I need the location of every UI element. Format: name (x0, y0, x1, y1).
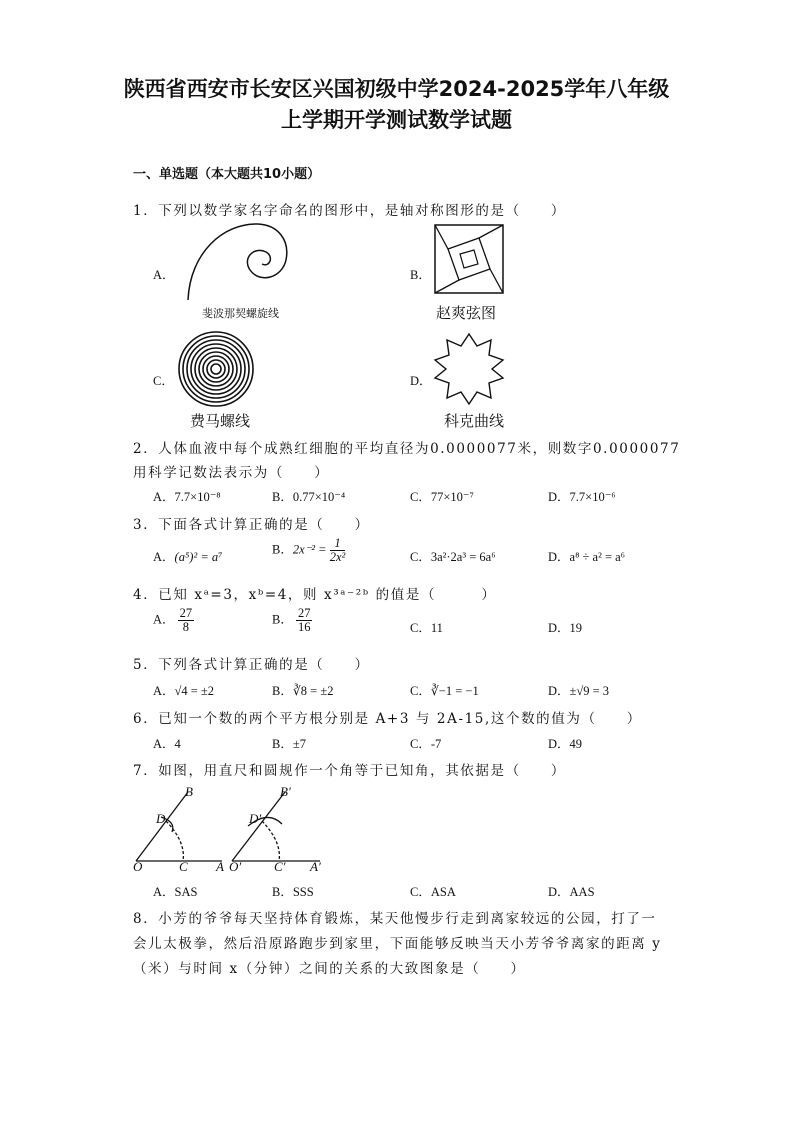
q5-stem: 5．下列各式计算正确的是（ ） (133, 657, 370, 673)
q7-option-d: D．AAS (548, 885, 595, 899)
q6-option-a: A．4 (153, 737, 181, 751)
q4-option-c: C．11 (410, 621, 443, 635)
q1-option-d-label: D． (410, 374, 432, 388)
q3-option-b-numerator: 1 (330, 537, 346, 551)
q8-stem-line3: （米）与时间 x（分钟）之间的关系的大致图象是（ ） (133, 961, 526, 977)
q7-option-a: A．SAS (153, 885, 198, 899)
q4-option-b-fraction (296, 607, 313, 634)
q3-option-b-lhs: 2x⁻² = (292, 542, 327, 557)
q1-option-b-label: B． (410, 268, 431, 282)
q1-option-c-label: C． (153, 374, 174, 388)
q4-option-a-label: A． (153, 612, 175, 627)
q7-stem: 7．如图，用直尺和圆规作一个角等于已知角，其依据是（ ） (133, 763, 566, 779)
q3-option-b-label: B． (272, 542, 293, 557)
q4-option-b-numerator: 27 (297, 606, 311, 620)
q3-option-b (272, 537, 345, 564)
zhao-shuang-diagram-image (434, 224, 504, 294)
q3-option-a-expr: (a⁵)² = a⁷ (174, 550, 223, 564)
q1-caption-a: 斐波那契螺旋线 (202, 307, 279, 320)
q3-option-b-fraction (330, 537, 346, 564)
fig-label-b-prime: B′ (280, 784, 291, 799)
fig-label-b: B (185, 784, 193, 799)
page-title-line1: 陕西省西安市长安区兴国初级中学2024-2025学年八年级 (123, 77, 670, 101)
q3-option-c: C．3a²·2a³ = 6a⁶ (410, 550, 496, 564)
q6-option-d: D．49 (548, 737, 583, 751)
fig-label-c: C (179, 859, 188, 874)
koch-curve-image (430, 330, 508, 408)
q5-option-c: C．∛−1 = −1 (410, 684, 479, 698)
q5-option-a: A．√4 = ±2 (153, 684, 215, 698)
q1-stem: 1．下列以数学家名字命名的图形中，是轴对称图形的是（ ） (133, 203, 566, 219)
q1-option-a-label: A． (153, 268, 175, 282)
q3-option-b-denominator: 2x² (329, 550, 346, 565)
q8-stem-line1: 8．小芳的爷爷每天坚持体育锻炼，某天他慢步行走到离家较远的公园，打了一 (133, 911, 657, 927)
q1-caption-b: 赵爽弦图 (436, 304, 497, 322)
page-title-line2: 上学期开学测试数学试题 (281, 108, 512, 132)
section-heading: 一、单选题（本大题共10小题） (133, 167, 321, 182)
q6-stem: 6．已知一个数的两个平方根分别是 A+3 与 2A-15,这个数的值为（ ） (133, 711, 642, 727)
q6-option-c: C．-7 (410, 737, 442, 751)
q3-option-a (153, 547, 222, 565)
fig-label-o-prime: O′ (229, 859, 242, 874)
q8-stem-line2: 会儿太极拳，然后沿原路跑步到家里，下面能够反映当天小芳爷爷离家的距离 y (133, 936, 662, 952)
q2-option-b: B．0.77×10⁻⁴ (272, 490, 346, 504)
q4-option-b-denominator: 16 (297, 620, 311, 635)
q7-option-c: C．ASA (410, 885, 456, 899)
q6-option-b: B．±7 (272, 737, 306, 751)
q7-option-b: B．SSS (272, 885, 314, 899)
q4-option-a-denominator: 8 (182, 620, 190, 635)
q4-option-d: D．19 (548, 621, 583, 635)
fig-label-o: O (133, 859, 143, 874)
q3-option-d: D．a⁸ ÷ a² = a⁶ (548, 550, 626, 564)
fig-label-a-prime: A′ (310, 859, 321, 874)
fig-label-a: A (216, 859, 224, 874)
q4-option-b (272, 607, 312, 634)
q2-stem-line2: 用科学记数法表示为（ ） (133, 465, 330, 481)
q1-caption-d: 科克曲线 (444, 412, 505, 430)
q4-option-b-label: B． (272, 612, 293, 627)
q4-option-a (153, 607, 194, 634)
q5-option-b: B．∛8 = ±2 (272, 684, 334, 698)
q3-option-a-label: A． (153, 550, 175, 564)
q2-stem-line1: 2．人体血液中每个成熟红细胞的平均直径为0.0000077米，则数字0.0000077 (133, 441, 681, 457)
fibonacci-spiral-image (178, 218, 293, 303)
fig-label-d-prime: D′ (249, 811, 262, 826)
q1-caption-c: 费马螺线 (190, 412, 251, 430)
fig-label-d: D (156, 811, 166, 826)
q2-option-d: D．7.7×10⁻⁶ (548, 490, 616, 504)
q3-stem: 3．下面各式计算正确的是（ ） (133, 517, 370, 533)
q4-option-a-fraction (178, 607, 195, 634)
q4-stem: 4．已知 xᵃ=3，xᵇ=4，则 x³ᵃ⁻²ᵇ 的值是（ ） (133, 587, 497, 603)
fermat-spiral-image (177, 330, 255, 408)
q5-option-d: D．±√9 = 3 (548, 684, 610, 698)
q4-option-a-numerator: 27 (179, 606, 193, 620)
q2-option-c: C．77×10⁻⁷ (410, 490, 474, 504)
fig-label-c-prime: C′ (274, 859, 286, 874)
q2-option-a: A．7.7×10⁻⁸ (153, 490, 221, 504)
angle-construction-figure (130, 784, 335, 874)
